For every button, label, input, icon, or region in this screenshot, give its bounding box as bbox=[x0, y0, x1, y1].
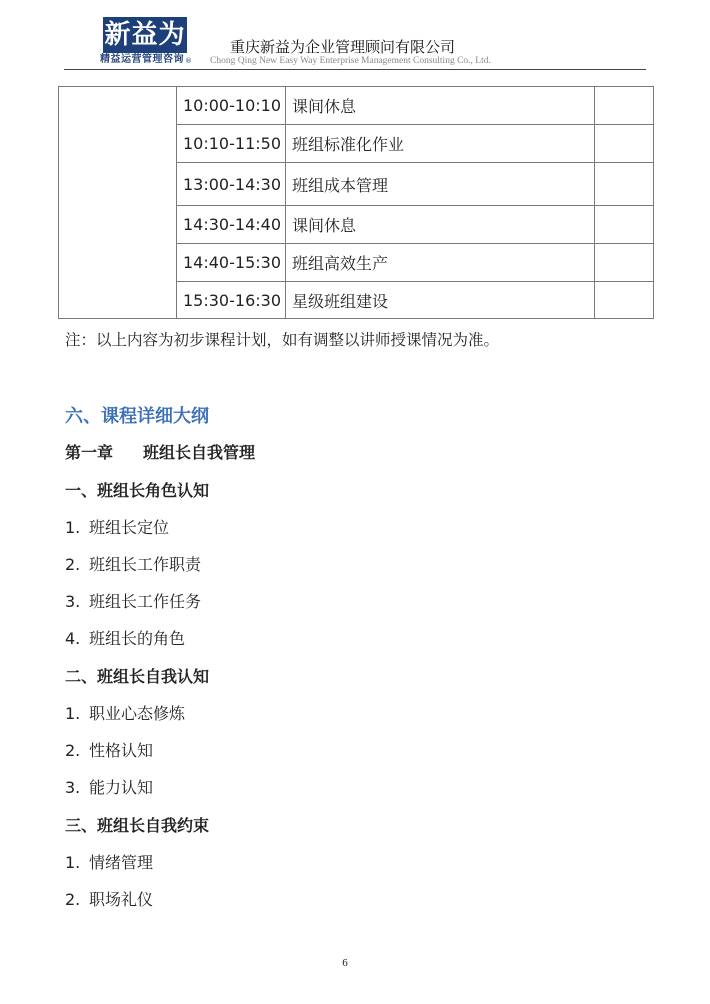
note-cell bbox=[595, 282, 654, 319]
header-divider bbox=[64, 69, 646, 70]
outline-heading: 一、班组长角色认知 bbox=[65, 481, 210, 500]
list-item bbox=[65, 589, 201, 612]
list-item bbox=[65, 738, 153, 761]
item-text: 班组长定位 bbox=[89, 518, 170, 537]
topic-cell: 班组标准化作业 bbox=[286, 125, 595, 163]
schedule-note: 注：以上内容为初步课程计划，如有调整以讲师授课情况为准。 bbox=[65, 331, 500, 349]
item-number: 1. bbox=[65, 853, 81, 872]
note-cell bbox=[595, 125, 654, 163]
list-item bbox=[65, 850, 153, 873]
company-logo: 新益为 bbox=[103, 17, 187, 53]
time-cell: 15:30-16:30 bbox=[177, 282, 286, 319]
list-item bbox=[65, 552, 201, 575]
item-number: 4. bbox=[65, 629, 81, 648]
note-cell bbox=[595, 87, 654, 125]
section-title: 六、课程详细大纲 bbox=[65, 406, 209, 427]
item-text: 班组长工作任务 bbox=[89, 592, 202, 611]
time-cell: 14:30-14:40 bbox=[177, 206, 286, 244]
outline-heading: 二、班组长自我认知 bbox=[65, 667, 210, 686]
chapter-heading bbox=[65, 440, 255, 463]
item-text: 职业心态修炼 bbox=[89, 704, 186, 723]
item-text: 能力认知 bbox=[89, 778, 154, 797]
topic-cell: 班组成本管理 bbox=[286, 163, 595, 206]
item-number: 2. bbox=[65, 741, 81, 760]
topic-cell: 星级班组建设 bbox=[286, 282, 595, 319]
item-number: 1. bbox=[65, 704, 81, 723]
item-number: 3. bbox=[65, 778, 81, 797]
day-cell bbox=[59, 87, 177, 319]
item-text: 情绪管理 bbox=[89, 853, 154, 872]
time-cell: 10:10-11:50 bbox=[177, 125, 286, 163]
logo-subtitle: 精益运营管理咨询 bbox=[100, 54, 184, 65]
item-text: 职场礼仪 bbox=[89, 890, 154, 909]
list-item bbox=[65, 775, 153, 798]
company-name-english: Chong Qing New Easy Way Enterprise Management Consulting Co., Ltd. bbox=[210, 56, 491, 66]
company-name: 重庆新益为企业管理顾问有限公司 bbox=[230, 38, 456, 56]
time-cell: 14:40-15:30 bbox=[177, 244, 286, 282]
item-number: 2. bbox=[65, 890, 81, 909]
chapter-title: 班组长自我管理 bbox=[143, 443, 256, 462]
note-cell bbox=[595, 163, 654, 206]
chapter-label: 第一章 bbox=[65, 443, 114, 462]
topic-cell: 课间休息 bbox=[286, 206, 595, 244]
item-text: 班组长的角色 bbox=[89, 629, 186, 648]
time-cell: 10:00-10:10 bbox=[177, 87, 286, 125]
table-row bbox=[59, 87, 654, 125]
item-number: 1. bbox=[65, 518, 81, 537]
topic-cell: 课间休息 bbox=[286, 87, 595, 125]
registered-mark: ® bbox=[185, 57, 192, 65]
item-text: 班组长工作职责 bbox=[89, 555, 202, 574]
topic-cell: 班组高效生产 bbox=[286, 244, 595, 282]
schedule-table bbox=[58, 86, 654, 319]
list-item bbox=[65, 701, 185, 724]
outline-heading: 三、班组长自我约束 bbox=[65, 816, 210, 835]
list-item bbox=[65, 626, 185, 649]
note-cell bbox=[595, 244, 654, 282]
list-item bbox=[65, 887, 153, 910]
list-item bbox=[65, 515, 169, 538]
note-cell bbox=[595, 206, 654, 244]
item-text: 性格认知 bbox=[89, 741, 154, 760]
time-cell: 13:00-14:30 bbox=[177, 163, 286, 206]
item-number: 2. bbox=[65, 555, 81, 574]
item-number: 3. bbox=[65, 592, 81, 611]
page-number: 6 bbox=[342, 957, 348, 969]
